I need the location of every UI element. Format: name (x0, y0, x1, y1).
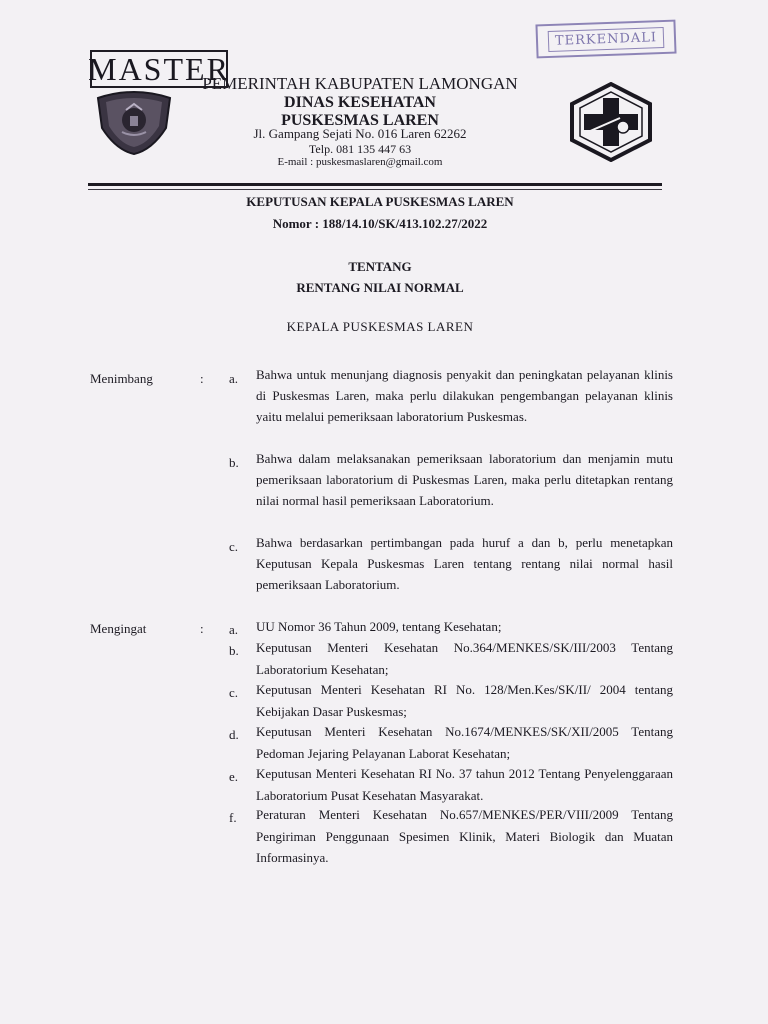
decree-number: Nomor : 188/14.10/SK/413.102.27/2022 (272, 216, 488, 231)
considering-item-letter: b. (229, 455, 239, 470)
recalling-item-letter: a. (229, 622, 239, 637)
recalling-colon: : (200, 621, 204, 636)
controlled-stamp-text: TERKENDALI (548, 26, 665, 51)
considering-item-text: Bahwa berdasarkan pertimbangan pada huruf a dan b, perlu menetapkan Keputusan Kepala Puskesmas Laren tentang rentang nilai normal hasil pemeriksaan Laboratorium. (256, 535, 673, 592)
letterhead-email: E-mail : puskesmaslaren@gmail.com (277, 156, 443, 168)
decree-issuer: KEPALA PUSKESMAS LAREN (286, 319, 474, 334)
recalling-item-letter: c. (229, 685, 239, 700)
recalling-item-letter: e. (229, 769, 239, 784)
considering-item-text: Bahwa dalam melaksanakan pemeriksaan laboratorium dan menjamin mutu pemeriksaan laboratorium di Puskesmas Laren, maka perlu ditetapkan rentang nilai normal hasil pemeriksaan Laboratorium. (256, 451, 673, 508)
letterhead-government: PEMERINTAH KABUPATEN LAMONGAN (202, 74, 518, 93)
letterhead-divider-thick (88, 183, 662, 186)
considering-item-letter: a. (229, 371, 239, 386)
recalling-item-letter: f. (229, 810, 237, 825)
recalling-item-text: Keputusan Menteri Kesehatan RI No. 128/Men.Kes/SK/II/ 2004 tentang Kebijakan Dasar Puskesmas; (256, 682, 673, 719)
recalling-item-letter: d. (229, 727, 239, 742)
recalling-item-letter: b. (229, 643, 239, 658)
letterhead-unit: PUSKESMAS LAREN (281, 112, 439, 129)
considering-item-letter: c. (229, 539, 239, 554)
recalling-item-text: Keputusan Menteri Kesehatan RI No. 37 tahun 2012 Tentang Penyelenggaraan Laboratorium Pusat Kesehatan Masyarakat. (256, 766, 673, 803)
letterhead-agency: DINAS KESEHATAN (284, 94, 436, 111)
recalling-item-text: Keputusan Menteri Kesehatan No.364/MENKES/SK/III/2003 Tentang Laboratorium Kesehatan; (256, 640, 673, 677)
controlled-stamp (535, 20, 676, 59)
considering-item-text: Bahwa untuk menunjang diagnosis penyakit dan peningkatan pelayanan klinis di Puskesmas Laren, maka perlu dilakukan pengembangan pelayanan klinis yaitu melalui pemeriksaan laboratorium Puskesmas. (256, 367, 673, 424)
master-stamp: MASTER (88, 51, 230, 87)
considering-label: Menimbang (90, 371, 153, 386)
recalling-item-text: Peraturan Menteri Kesehatan No.657/MENKES/PER/VIII/2009 Tentang Pengiriman Penggunaan Spesimen Klinik, Materi Biologik dan Muatan Informasinya. (256, 807, 673, 865)
letterhead-address: Jl. Gampang Sejati No. 016 Laren 62262 (253, 126, 467, 141)
letterhead-phone: Telp. 081 135 447 63 (308, 142, 412, 156)
decree-title: KEPUTUSAN KEPALA PUSKESMAS LAREN (246, 194, 514, 209)
decree-about-label: TENTANG (348, 259, 412, 274)
recalling-label: Mengingat (90, 621, 147, 636)
recalling-item-text: UU Nomor 36 Tahun 2009, tentang Kesehatan; (256, 619, 502, 634)
recalling-item-text: Keputusan Menteri Kesehatan No.1674/MENKES/SK/XII/2005 Tentang Pedoman Jejaring Pelayanan Laborat Kesehatan; (256, 724, 673, 761)
letterhead-divider-thin (88, 189, 662, 190)
decree-about: RENTANG NILAI NORMAL (296, 280, 464, 295)
considering-colon: : (200, 371, 204, 386)
